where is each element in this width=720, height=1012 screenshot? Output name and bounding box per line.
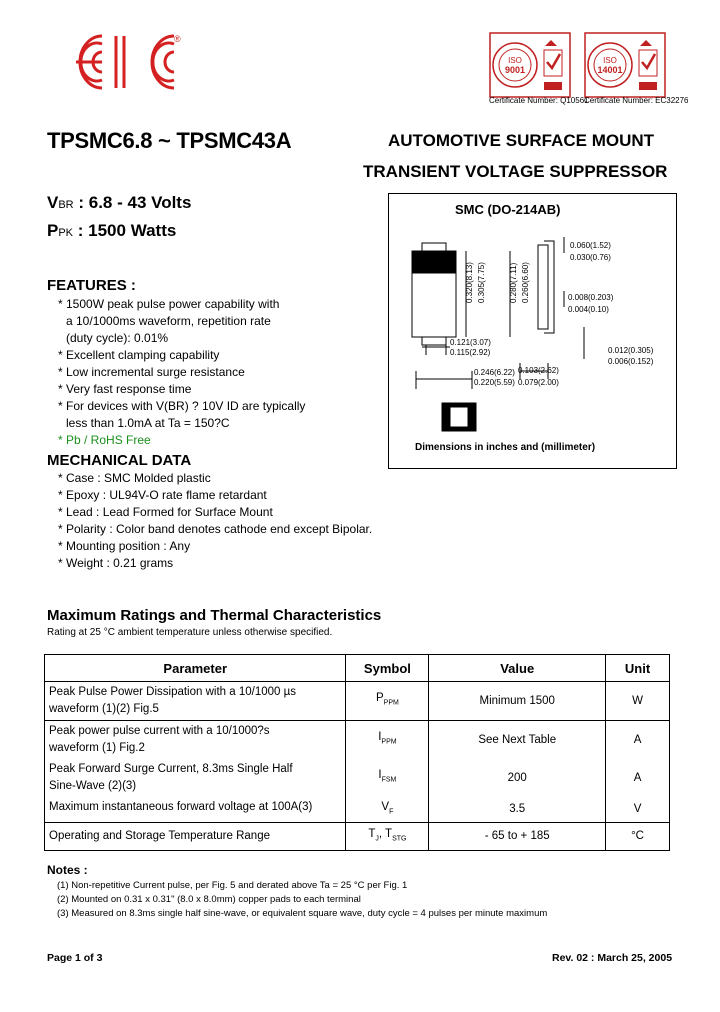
list-item: * For devices with V(BR) ? 10V ID are typically <box>58 399 306 413</box>
dim-label: 0.012(0.305) <box>608 346 654 355</box>
dim-label: 0.008(0.203) <box>568 293 614 302</box>
svg-text:14001: 14001 <box>597 65 623 75</box>
svg-text:ISO: ISO <box>508 56 522 65</box>
column-header: Unit <box>606 655 670 682</box>
column-header: Parameter <box>45 655 346 682</box>
column-header: Symbol <box>346 655 429 682</box>
dim-label: 0.220(5.59) <box>474 378 515 387</box>
unit-cell: °C <box>606 823 670 851</box>
peak-power-spec: PPK : 1500 Watts <box>47 221 177 240</box>
list-item: * 1500W peak pulse power capability with <box>58 297 280 311</box>
unit-cell: A <box>606 721 670 760</box>
list-item: (1) Non-repetitive Current pulse, per Fig. 5 and derated above Ta = 25 °C per Fig. 1 <box>57 880 408 891</box>
svg-text:9001: 9001 <box>504 65 526 75</box>
dim-label: 0.060(1.52) <box>570 241 611 250</box>
ratings-table <box>44 654 670 851</box>
list-item: (3) Measured on 8.3ms single half sine-wave, or equivalent square wave, duty cycle = 4 pulses per minute maximum <box>57 908 548 919</box>
iso-9001-certificate-badge <box>489 32 571 98</box>
mechanical-data-list <box>58 470 372 572</box>
page-number: Page 1 of 3 <box>47 952 103 964</box>
value-cell: Minimum 1500 <box>429 682 606 721</box>
symbol-cell: $P_{PPM}$ <box>346 682 429 721</box>
package-title: SMC (DO-214AB) <box>455 202 561 217</box>
table-row <box>45 682 670 721</box>
symbol-cell: $I_{FSM}$ <box>346 759 429 797</box>
parameter-cell: Peak power pulse current with a 10/1000?s waveform (1) Fig.2 <box>45 721 346 760</box>
features-list <box>58 296 305 449</box>
breakdown-voltage-spec: VBR : 6.8 - 43 Volts <box>47 193 192 212</box>
revision-date: Rev. 02 : March 25, 2005 <box>552 952 673 964</box>
dim-label: 0.030(0.76) <box>570 253 611 262</box>
dim-label: 0.320(8.13) <box>465 262 474 303</box>
table-header-row <box>45 655 670 682</box>
unit-cell: A <box>606 759 670 797</box>
column-header: Value <box>429 655 606 682</box>
symbol-cell: $V_F$ <box>346 797 429 823</box>
dim-label: 0.103(2.62) <box>518 366 559 375</box>
table-row <box>45 823 670 851</box>
rohs-note: * Pb / RoHS Free <box>58 433 151 447</box>
subtitle-line-1: AUTOMOTIVE SURFACE MOUNT <box>388 131 655 150</box>
dim-label: 0.079(2.00) <box>518 378 559 387</box>
list-item: (duty cycle): 0.01% <box>66 331 169 345</box>
symbol-cell: $T_J$, $T_{STG}$ <box>346 823 429 851</box>
iso-14001-certificate-badge <box>584 32 666 98</box>
dim-label: 0.115(2.92) <box>450 348 491 357</box>
ratings-note: Rating at 25 °C ambient temperature unless otherwise specified. <box>47 627 333 638</box>
list-item: * Excellent clamping capability <box>58 348 220 362</box>
parameter-cell: Maximum instantaneous forward voltage at 100A(3) <box>45 797 346 823</box>
value-cell: See Next Table <box>429 721 606 760</box>
notes-heading: Notes : <box>47 863 88 877</box>
eic-logo <box>62 26 187 98</box>
notes-list <box>57 879 547 921</box>
dim-label: 0.004(0.10) <box>568 305 609 314</box>
package-dimension-drawing <box>388 193 675 467</box>
list-item: * Lead : Lead Formed for Surface Mount <box>58 505 273 519</box>
table-row <box>45 721 670 760</box>
dim-label: 0.260(6.60) <box>521 262 530 303</box>
table-row <box>45 759 670 797</box>
svg-text:ISO: ISO <box>603 56 617 65</box>
list-item: * Epoxy : UL94V-O rate flame retardant <box>58 488 267 502</box>
list-item: * Case : SMC Molded plastic <box>58 471 211 485</box>
list-item: * Very fast response time <box>58 382 192 396</box>
table-row <box>45 797 670 823</box>
svg-text:®: ® <box>174 34 181 44</box>
dim-label: 0.006(0.152) <box>608 357 654 366</box>
list-item: (2) Mounted on 0.31 x 0.31" (8.0 x 8.0mm) copper pads to each terminal <box>57 894 361 905</box>
dim-label: 0.280(7.11) <box>509 262 518 303</box>
dim-label: 0.246(6.22) <box>474 368 515 377</box>
dim-label: 0.305(7.75) <box>477 262 486 303</box>
list-item: * Low incremental surge resistance <box>58 365 245 379</box>
value-cell: 200 <box>429 759 606 797</box>
parameter-cell: Peak Pulse Power Dissipation with a 10/1000 µs waveform (1)(2) Fig.5 <box>45 682 346 721</box>
page-title: TPSMC6.8 ~ TPSMC43A <box>47 128 292 153</box>
parameter-cell: Peak Forward Surge Current, 8.3ms Single Half Sine-Wave (2)(3) <box>45 759 346 797</box>
parameter-cell: Operating and Storage Temperature Range <box>45 823 346 851</box>
dimensions-caption: Dimensions in inches and (millimeter) <box>415 442 596 453</box>
symbol-cell: $I_{PPM}$ <box>346 721 429 760</box>
certificate-caption: Certificate Number: Q10561 <box>489 96 589 105</box>
features-heading: FEATURES : <box>47 277 136 294</box>
list-item: * Weight : 0.21 grams <box>58 556 174 570</box>
subtitle-line-2: TRANSIENT VOLTAGE SUPPRESSOR <box>363 162 668 181</box>
unit-cell: V <box>606 797 670 823</box>
dim-label: 0.121(3.07) <box>450 338 491 347</box>
value-cell: - 65 to + 185 <box>429 823 606 851</box>
value-cell: 3.5 <box>429 797 606 823</box>
ratings-heading: Maximum Ratings and Thermal Characteristics <box>47 607 382 624</box>
unit-cell: W <box>606 682 670 721</box>
list-item: * Mounting position : Any <box>58 539 191 553</box>
mechanical-data-heading: MECHANICAL DATA <box>47 452 192 469</box>
certificate-caption: Certificate Number: EC32276 <box>584 96 689 105</box>
list-item: a 10/1000ms waveform, repetition rate <box>66 314 271 328</box>
list-item: * Polarity : Color band denotes cathode end except Bipolar. <box>58 522 373 536</box>
list-item: less than 1.0mA at Ta = 150?C <box>66 416 230 430</box>
